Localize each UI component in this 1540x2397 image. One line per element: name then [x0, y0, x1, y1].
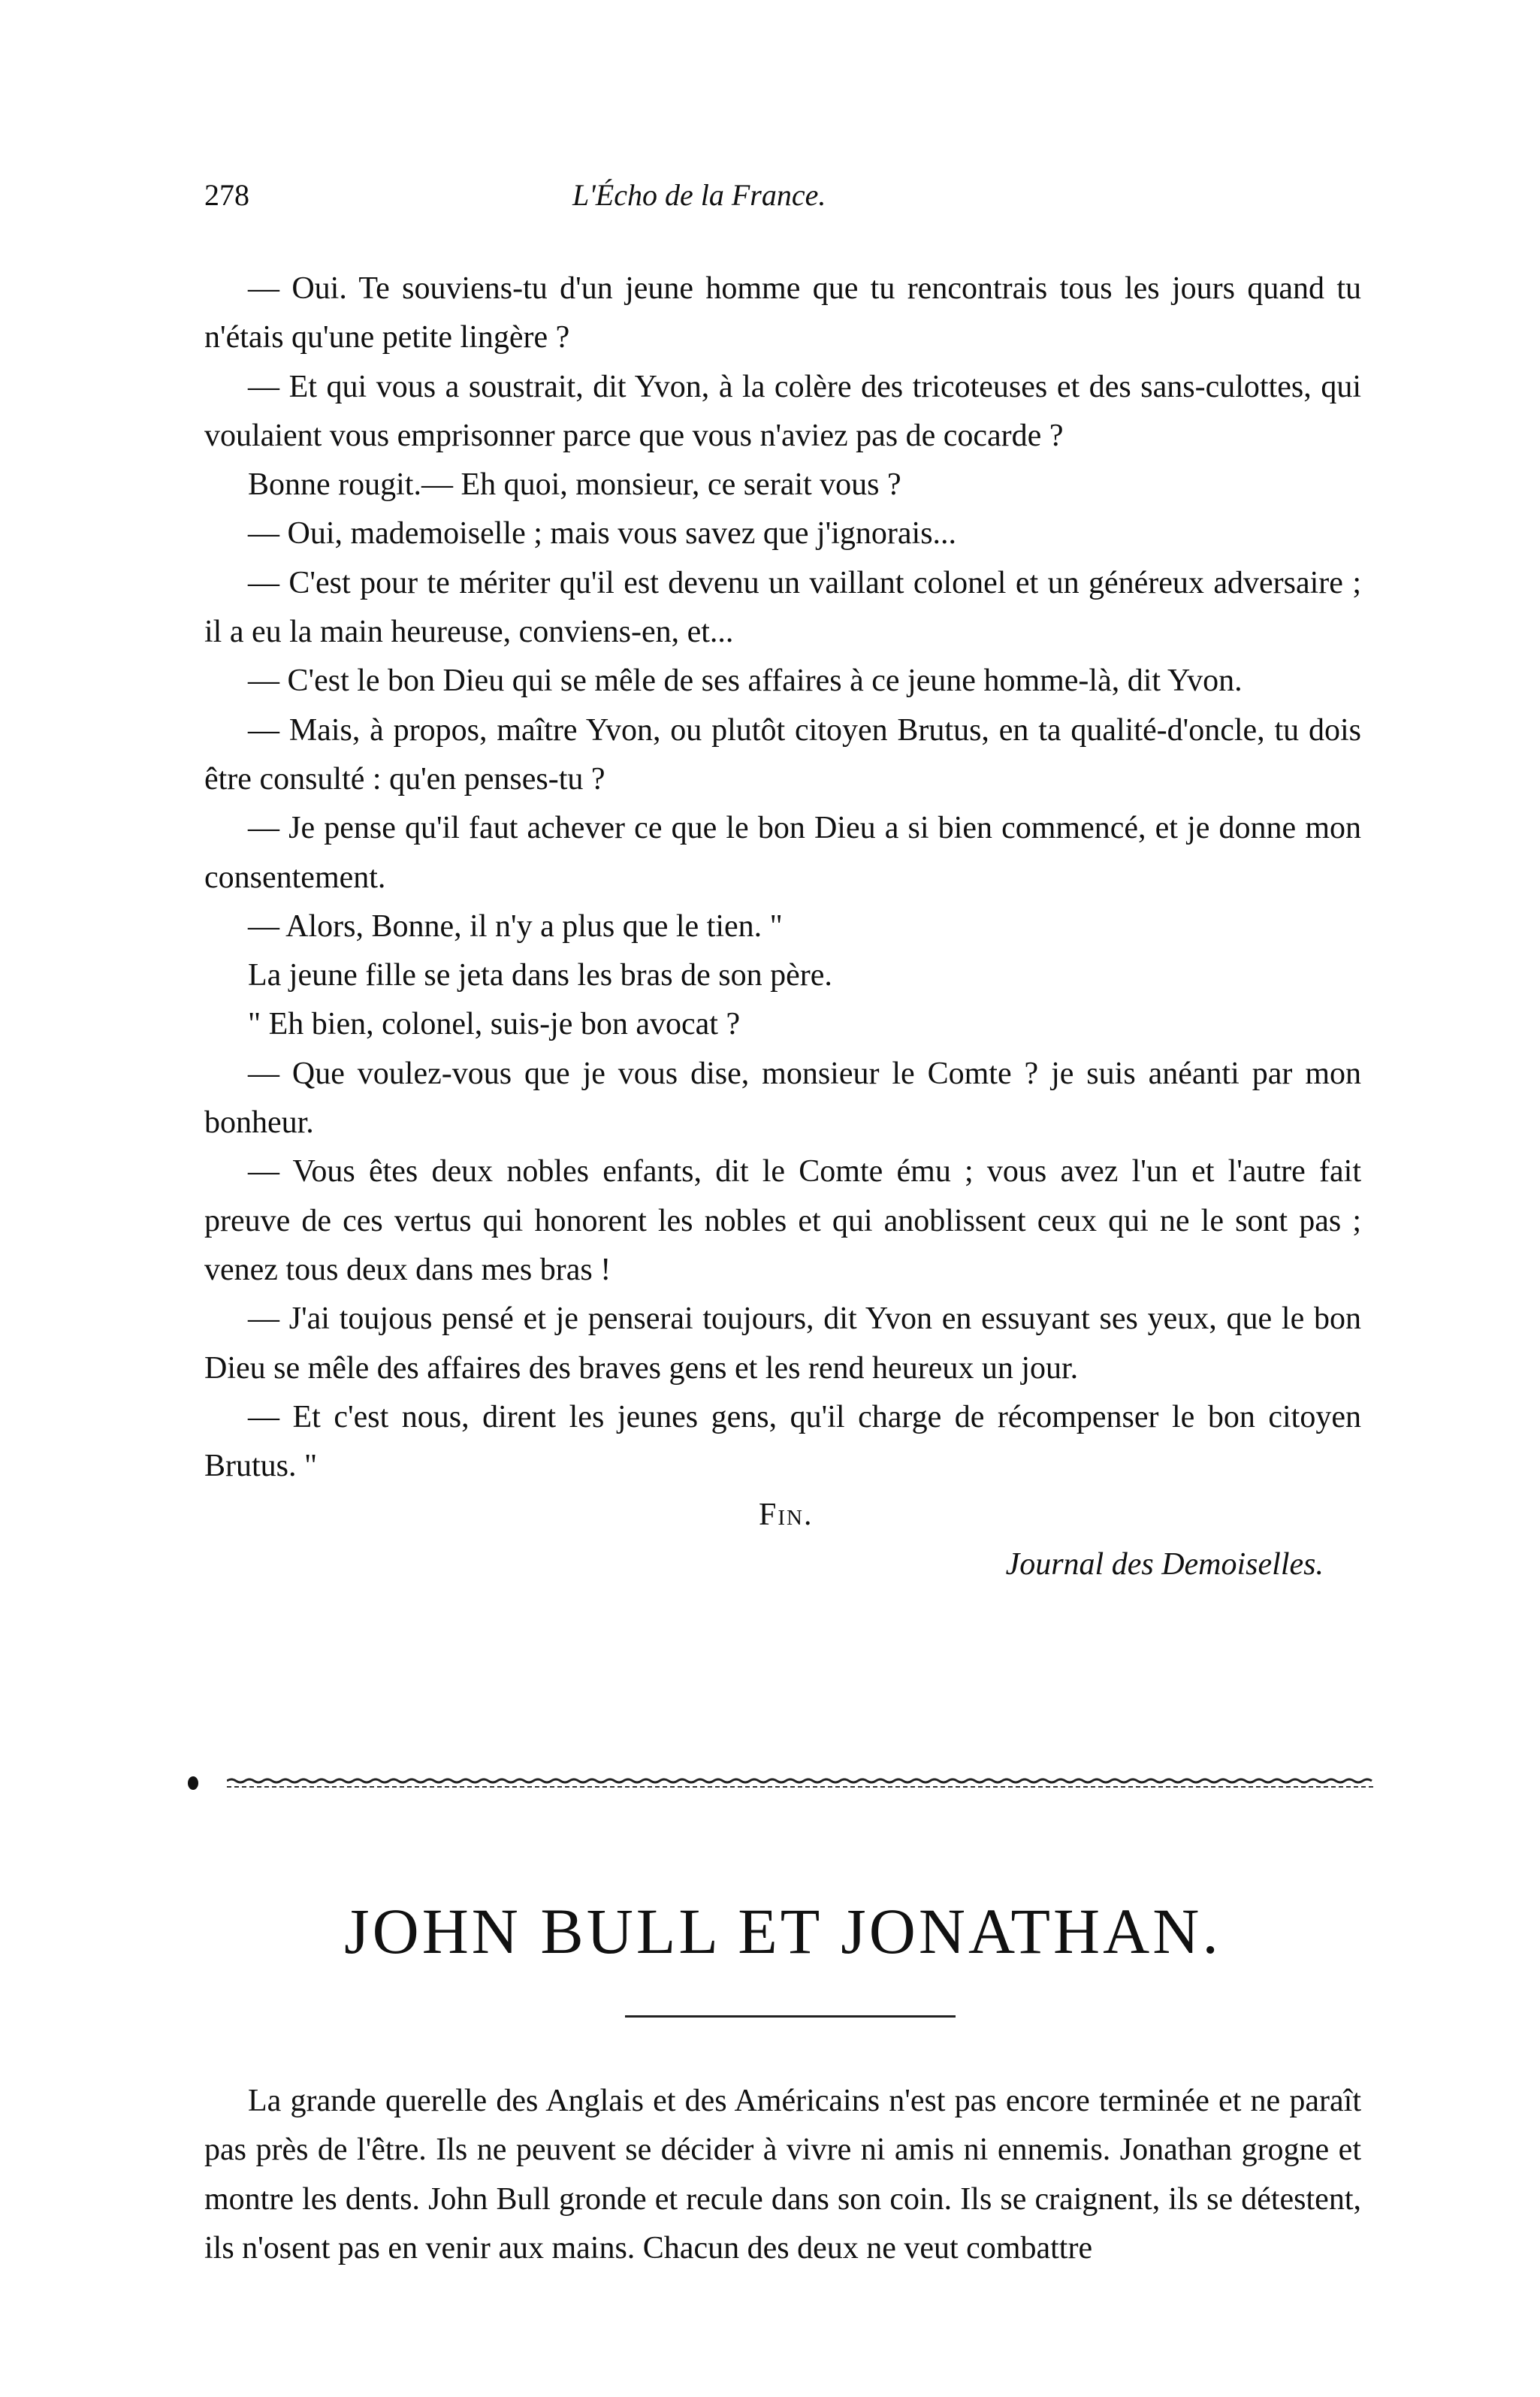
- paragraph: — Alors, Bonne, il n'y a plus que le tien. ": [248, 908, 783, 944]
- paragraph: — Oui. Te souviens-tu d'un jeune homme que tu rencontrais tous les jours quand tu n'étais qu'une petite lingère ?: [204, 271, 1361, 355]
- article-title: JOHN BULL ET JONATHAN.: [344, 1895, 1221, 1967]
- paragraph: Bonne rougit.— Eh quoi, monsieur, ce serait vous ?: [248, 467, 901, 503]
- paragraph: — J'ai toujous pensé et je penserai toujours, dit Yvon en essuyant ses yeux, que le bon Dieu se mêle des affaires des braves gens et les rend heureux un jour.: [204, 1301, 1361, 1386]
- paragraph: — C'est pour te mériter qu'il est devenu un vaillant colonel et un généreux adversaire ; il a eu la main heureuse, conviens-en, et...: [204, 565, 1361, 650]
- paragraph: — Et qui vous a soustrait, dit Yvon, à la colère des tricoteuses et des sans-culottes, qui voulaient vous emprisonner parce que vous n'aviez pas de cocarde ?: [204, 369, 1361, 453]
- title-underline-rule: [625, 2015, 956, 2018]
- paragraph: — Vous êtes deux nobles enfants, dit le Comte ému ; vous avez l'un et l'autre fait preuve de ces vertus qui honorent les nobles et qui anoblissent ceux qui ne le sont pas ; venez tous deux dans mes bras !: [204, 1154, 1361, 1287]
- paragraph: — C'est le bon Dieu qui se mêle de ses affaires à ce jeune homme-là, dit Yvon.: [248, 663, 1243, 699]
- wavy-rule: [227, 1773, 1375, 1797]
- story-conclusion: [204, 264, 1361, 1589]
- paragraph: " Eh bien, colonel, suis-je bon avocat ?: [248, 1007, 741, 1042]
- page-header: [204, 177, 1361, 222]
- article-body: [204, 2077, 1361, 2273]
- paragraph: — Oui, mademoiselle ; mais vous savez que j'ignorais...: [248, 516, 957, 552]
- page-number: 278: [204, 178, 249, 212]
- paragraph: — Et c'est nous, dirent les jeunes gens, qu'il charge de récompenser le bon citoyen Brutus. ": [204, 1399, 1361, 1484]
- paragraph: La grande querelle des Anglais et des Américains n'est pas encore terminée et ne paraît pas près de l'être. Ils ne peuvent se décider à vivre ni amis ni ennemis. Jonathan grogne et montre les dents. John Bull gronde et recule dans son coin. Ils se craignent, ils se détestent, ils n'osent pas en venir aux mains. Chacun des deux ne veut combattre: [204, 2084, 1361, 2266]
- section-separator: [188, 1773, 1375, 1800]
- paragraph: — Mais, à propos, maître Yvon, ou plutôt citoyen Brutus, en ta qualité-d'oncle, tu dois être consulté : qu'en penses-tu ?: [204, 712, 1361, 796]
- bullet-mark: [188, 1776, 198, 1790]
- fin-marker: Fin.: [759, 1498, 814, 1533]
- source-attribution: Journal des Demoiselles.: [1005, 1546, 1324, 1582]
- paragraph: — Je pense qu'il faut achever ce que le bon Dieu a si bien commencé, et je donne mon consentement.: [204, 811, 1361, 895]
- paragraph: — Que voulez-vous que je vous dise, monsieur le Comte ? je suis anéanti par mon bonheur.: [204, 1056, 1361, 1141]
- running-title: L'Écho de la France.: [572, 178, 826, 212]
- paragraph: La jeune fille se jeta dans les bras de son père.: [248, 958, 832, 993]
